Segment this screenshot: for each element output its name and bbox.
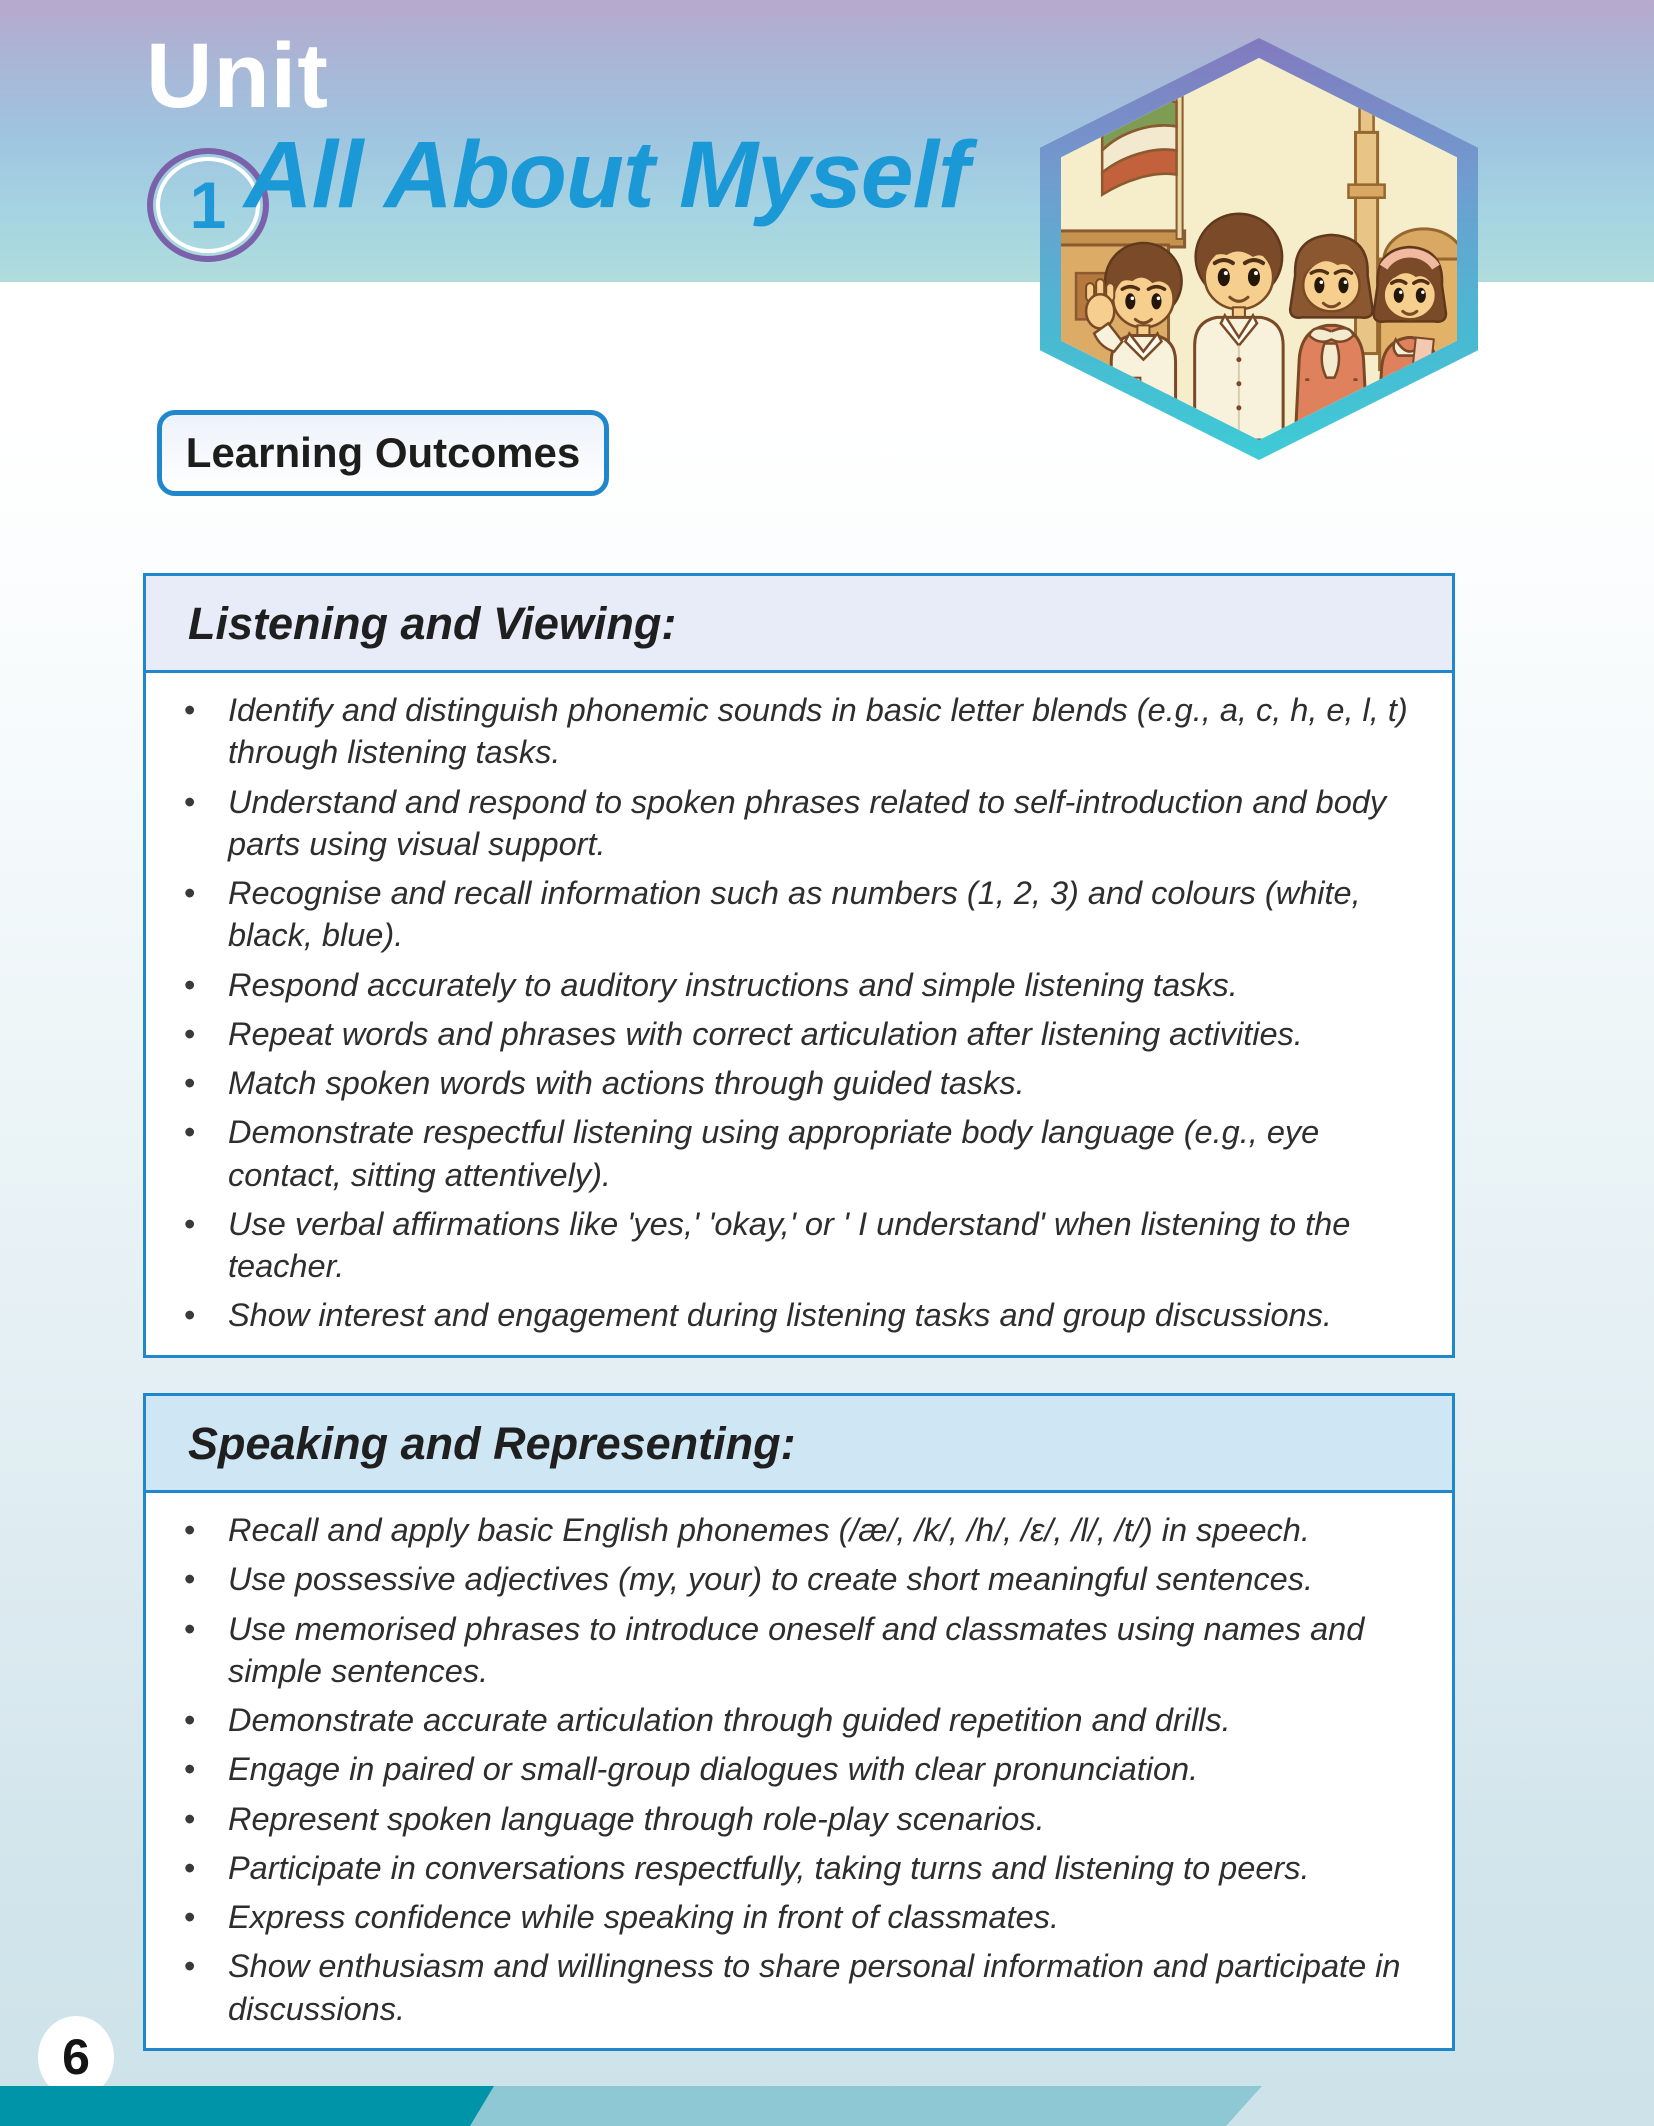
bullet-marker: •: [184, 875, 196, 911]
bullet-text: Use verbal affirmations like 'yes,' 'okay,' or ' I understand' when listening to the teacher.: [228, 1205, 1351, 1284]
bullet-marker: •: [184, 783, 196, 820]
bullet-item: [184, 781, 1422, 866]
bullet-text: Use memorised phrases to introduce oneself and classmates using names and simple sentences.: [228, 1610, 1365, 1689]
bullet-marker: •: [184, 1512, 196, 1548]
bullet-marker: •: [184, 1751, 196, 1788]
bullet-marker: •: [184, 1702, 196, 1738]
bullet-marker: •: [184, 1948, 196, 1985]
bullet-marker: •: [184, 692, 196, 728]
bullet-item: [184, 1847, 1422, 1889]
bullet-text: Identify and distinguish phonemic sounds in basic letter blends (e.g., a, c, h, e, l, t) through listening tasks.: [228, 692, 1408, 771]
bullet-item: [184, 1062, 1422, 1104]
section-title: Listening and Viewing:: [188, 598, 677, 649]
section-title: Speaking and Representing:: [188, 1418, 796, 1469]
bullet-marker: •: [184, 1015, 196, 1052]
bullet-item: [184, 1203, 1422, 1288]
bullet-marker: •: [184, 1114, 196, 1151]
bullet-text: Represent spoken language through role-play scenarios.: [228, 1800, 1045, 1837]
unit-label: Unit: [146, 25, 329, 127]
unit-number: 1: [189, 168, 227, 242]
page-number-badge: [38, 2016, 114, 2098]
bullet-text: Engage in paired or small-group dialogues with clear pronunciation.: [228, 1751, 1199, 1788]
bullet-item: [184, 1699, 1422, 1741]
bullet-text: Recognise and recall information such as numbers (1, 2, 3) and colours (white, black, blue).: [228, 875, 1361, 954]
page-title: All About Myself: [244, 122, 969, 228]
bullet-item: [184, 1608, 1422, 1693]
bullet-marker: •: [184, 1205, 196, 1242]
section-header: [143, 1393, 1455, 1493]
bullet-item: [184, 689, 1422, 774]
bullet-marker: •: [184, 1800, 196, 1837]
children-illustration-svg: [1061, 58, 1457, 440]
page-number: 6: [62, 2029, 90, 2085]
bullet-text: Match spoken words with actions through guided tasks.: [228, 1065, 1025, 1101]
section-header: [143, 573, 1455, 673]
bullet-item: [184, 964, 1422, 1006]
bullet-marker: •: [184, 1899, 196, 1935]
bullet-text: Demonstrate respectful listening using appropriate body language (e.g., eye contact, sitting attentively).: [228, 1114, 1320, 1193]
bullet-text: Use possessive adjectives (my, your) to create short meaningful sentences.: [228, 1561, 1314, 1598]
bullet-item: [184, 1509, 1422, 1551]
bullet-item: [184, 1896, 1422, 1938]
section-body: [143, 1493, 1455, 2051]
bullet-item: [184, 1294, 1422, 1336]
learning-outcomes-badge: Learning Outcomes: [157, 410, 609, 496]
bullet-marker: •: [184, 1065, 196, 1101]
bullet-marker: •: [184, 1849, 196, 1886]
section-body: [143, 673, 1455, 1358]
bullet-marker: •: [184, 1610, 196, 1647]
bullet-marker: •: [184, 966, 196, 1003]
bullet-item: [184, 1013, 1422, 1055]
footer-strip-dark: [0, 2086, 520, 2126]
bullet-item: [184, 1748, 1422, 1790]
bullet-text: Demonstrate accurate articulation through guided repetition and drills.: [228, 1702, 1231, 1738]
bullet-text: Understand and respond to spoken phrases related to self-introduction and body parts using visual support.: [228, 783, 1387, 862]
section-bullet-list: [184, 1509, 1422, 2030]
bullet-text: Repeat words and phrases with correct articulation after listening activities.: [228, 1015, 1303, 1052]
section-speaking-and-representing: [143, 1393, 1455, 2051]
bullet-text: Recall and apply basic English phonemes (/æ/, /k/, /h/, /ɛ/, /l/, /t/) in speech.: [228, 1512, 1310, 1548]
bullet-text: Show enthusiasm and willingness to share personal information and participate in discussions.: [228, 1948, 1401, 2027]
bullet-text: Express confidence while speaking in front of classmates.: [228, 1899, 1059, 1935]
bullet-item: [184, 1558, 1422, 1600]
bullet-item: [184, 1111, 1422, 1196]
bullet-marker: •: [184, 1297, 196, 1334]
children-illustration: [1061, 58, 1457, 440]
section-listening-and-viewing: [143, 573, 1455, 1358]
bullet-marker: •: [184, 1561, 196, 1598]
section-bullet-list: [184, 689, 1422, 1337]
bullet-item: [184, 872, 1422, 957]
bullet-text: Respond accurately to auditory instructions and simple listening tasks.: [228, 966, 1238, 1003]
bullet-item: [184, 1798, 1422, 1840]
bullet-text: Participate in conversations respectfully, taking turns and listening to peers.: [228, 1849, 1310, 1886]
bullet-text: Show interest and engagement during listening tasks and group discussions.: [228, 1297, 1332, 1334]
boy-tall: [1195, 214, 1283, 440]
bullet-item: [184, 1945, 1422, 2030]
